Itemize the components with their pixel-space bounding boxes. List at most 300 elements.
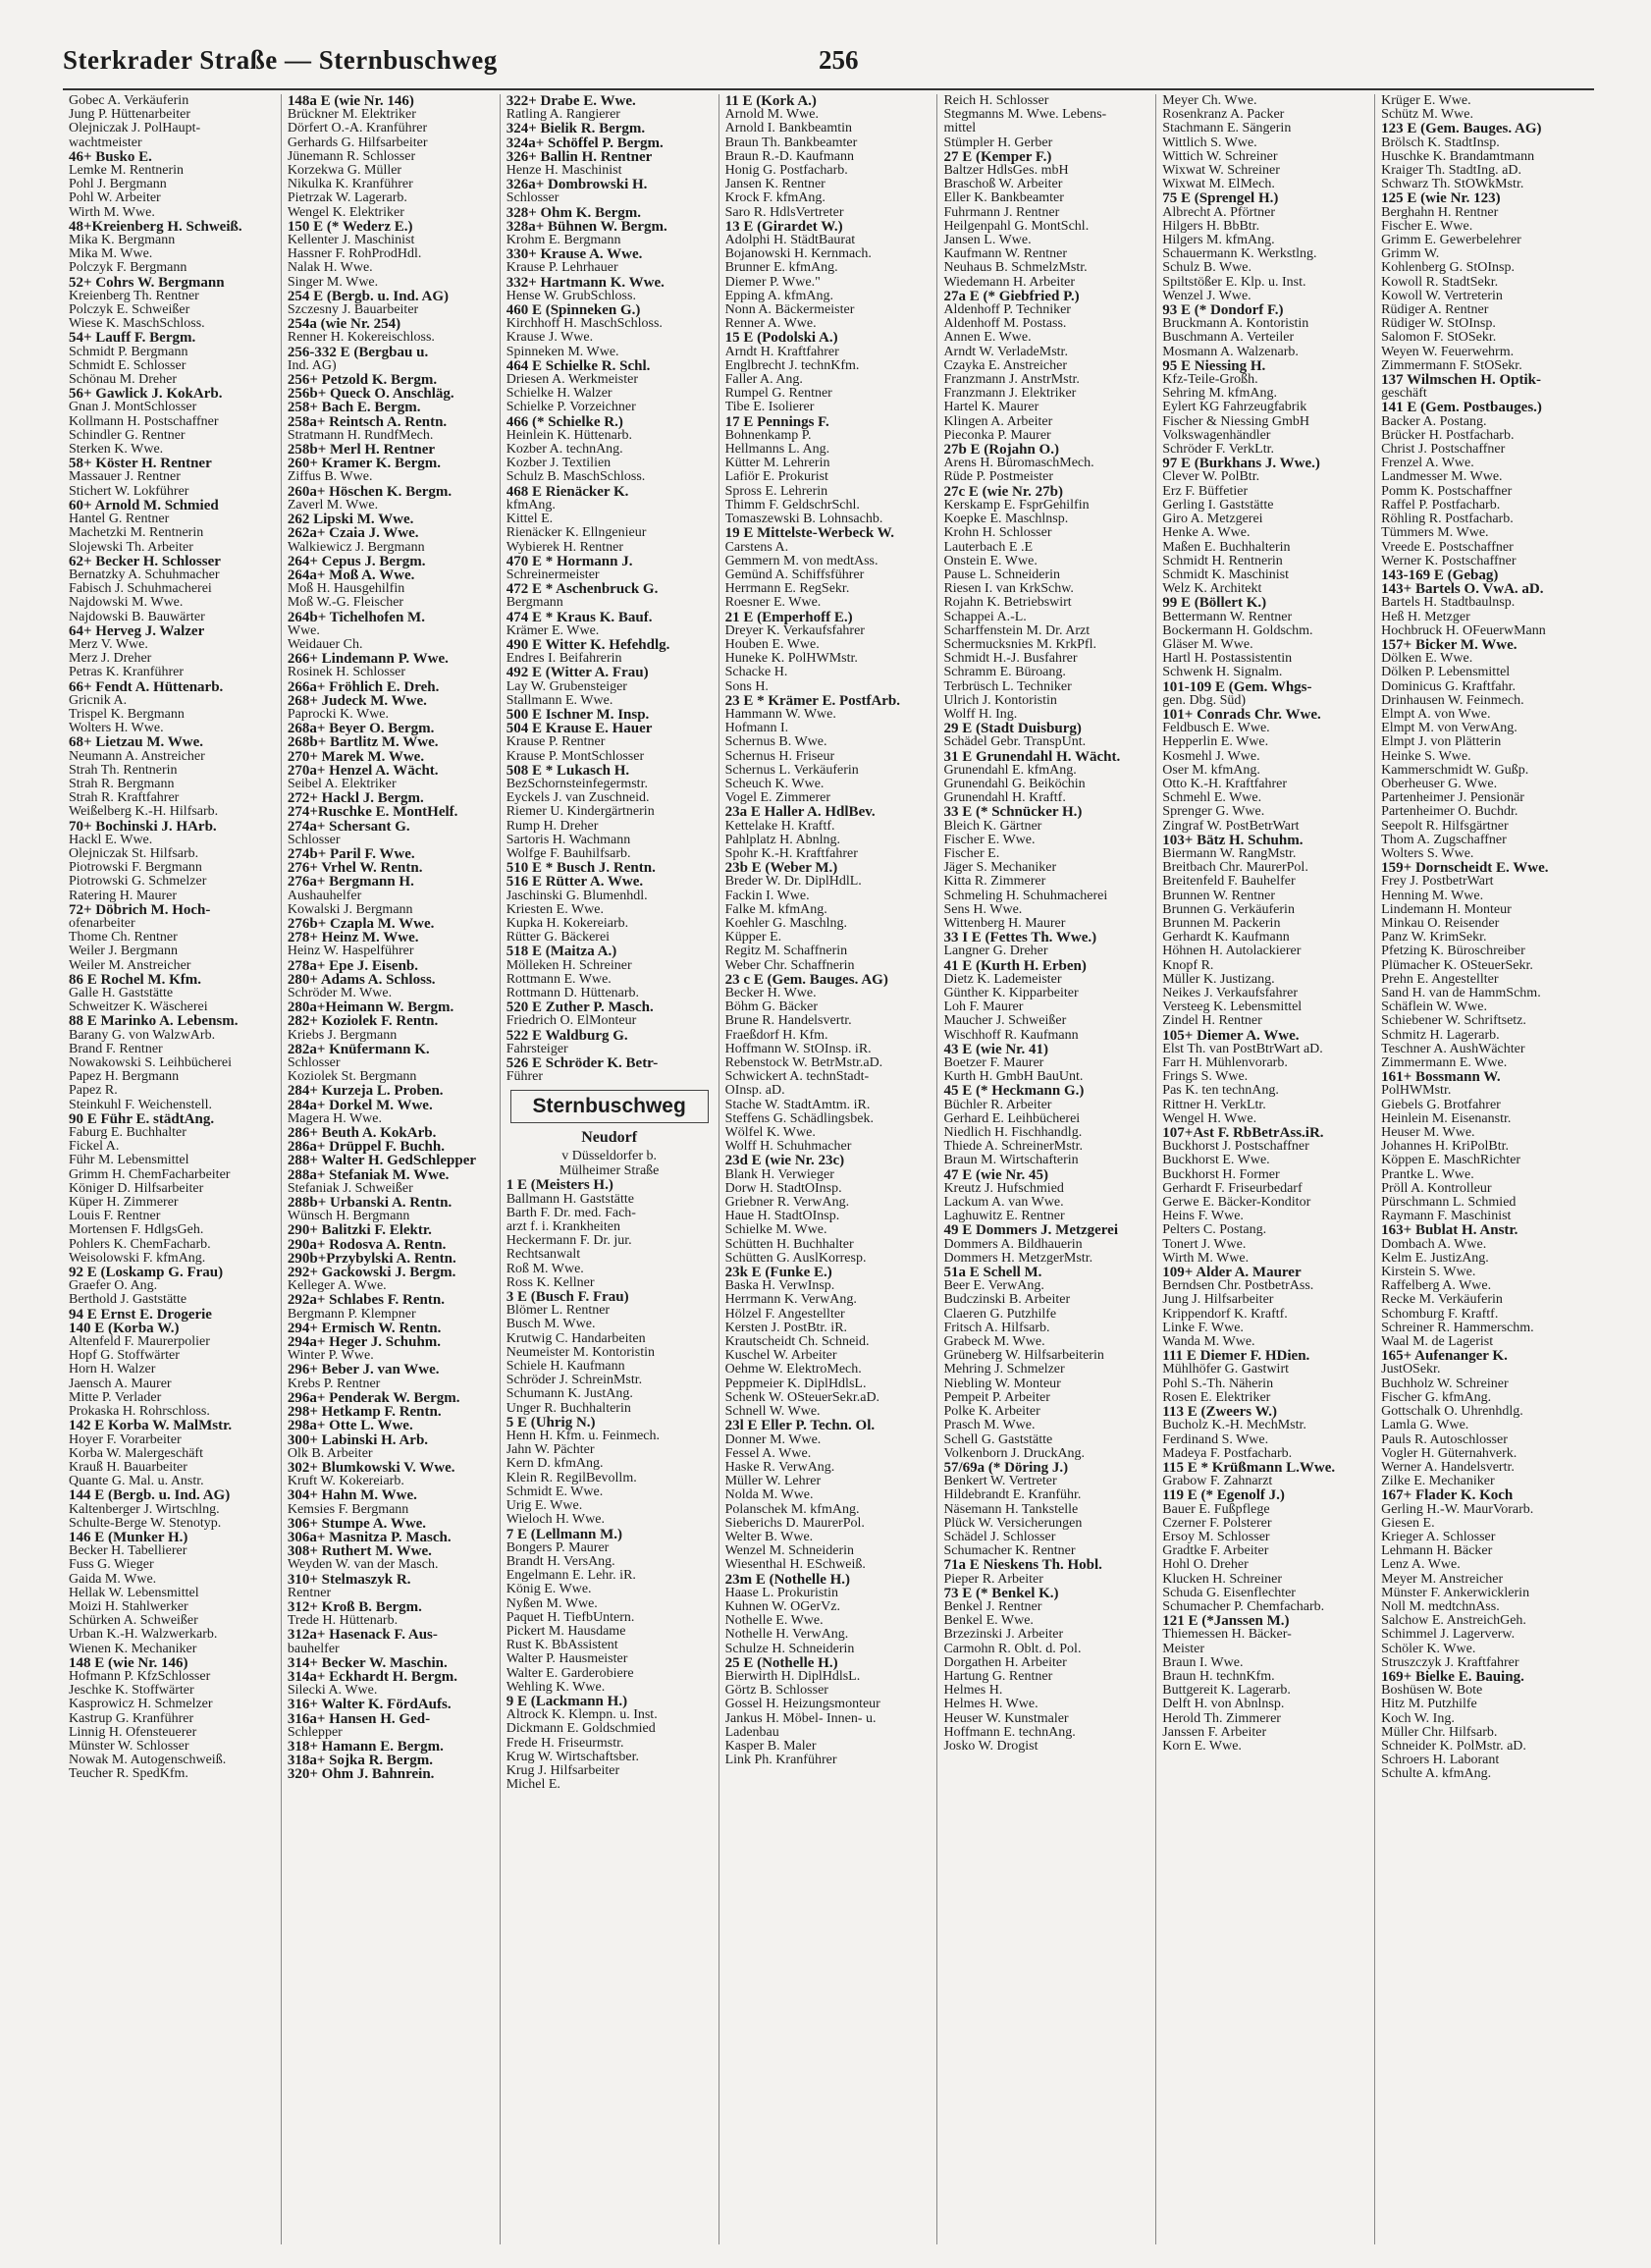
directory-entry: Braun R.-D. Kaufmann bbox=[724, 149, 854, 164]
directory-entry: 71a E Nieskens Th. Hobl. bbox=[943, 1558, 1102, 1573]
directory-entry: Schneider K. PolMstr. aD. bbox=[1381, 1739, 1526, 1754]
directory-entry: Endres I. Beifahrerin bbox=[506, 652, 622, 667]
directory-entry: Hartl H. Postassistentin bbox=[1162, 652, 1293, 667]
directory-entry: Kettelake H. Kraftf. bbox=[724, 819, 835, 834]
directory-entry: Rojahn K. Betriebswirt bbox=[943, 596, 1072, 611]
directory-entry: Moß H. Hausgehilfin bbox=[287, 582, 405, 597]
directory-entry: 142 E Korba W. MalMstr. bbox=[69, 1419, 233, 1433]
directory-entry: 70+ Bochinski J. HArb. bbox=[69, 819, 217, 834]
directory-entry: Ulrich J. Kontoristin bbox=[943, 693, 1057, 708]
directory-entry: Welter B. Wwe. bbox=[724, 1530, 814, 1544]
directory-entry: Stache W. StadtAmtm. iR. bbox=[724, 1098, 871, 1112]
directory-entry: Schulze H. Schneiderin bbox=[724, 1642, 855, 1656]
directory-entry: Maucher J. Schweißer bbox=[943, 1014, 1067, 1029]
directory-entry: Schreinermeister bbox=[506, 567, 600, 582]
directory-entry: 121 E (*Janssen M.) bbox=[1162, 1614, 1290, 1629]
directory-entry: 284a+ Dorkel M. Wwe. bbox=[287, 1098, 433, 1112]
directory-entry: 280a+Heimann W. Bergm. bbox=[287, 1000, 454, 1015]
directory-entry: Schweitzer K. Wäscherei bbox=[69, 1000, 208, 1015]
directory-entry: 264+ Cepus J. Bergm. bbox=[287, 554, 426, 568]
directory-entry: Olejniczak J. PolHaupt- bbox=[69, 122, 201, 136]
directory-entry: 468 E Rienäcker K. bbox=[506, 484, 629, 499]
directory-entry: 258+ Bach E. Bergm. bbox=[287, 401, 421, 415]
directory-entry: Berghahn H. Rentner bbox=[1381, 205, 1499, 220]
directory-entry: Grimm E. Gewerbelehrer bbox=[1381, 234, 1521, 248]
directory-entry: Scheuch K. Wwe. bbox=[724, 777, 825, 791]
directory-entry: Kowoll W. Vertreterin bbox=[1381, 289, 1503, 303]
directory-entry: Prasch M. Wwe. bbox=[943, 1419, 1036, 1433]
directory-entry: 312+ Kroß B. Bergm. bbox=[287, 1599, 422, 1615]
directory-columns bbox=[63, 94, 1594, 2244]
directory-entry: 88 E Marinko A. Lebensm. bbox=[69, 1014, 239, 1029]
directory-entry: Ballmann H. Gaststätte bbox=[506, 1192, 634, 1207]
directory-entry: Franzmann J. Elektriker bbox=[943, 387, 1077, 402]
directory-entry: 274b+ Paril F. Wwe. bbox=[287, 846, 415, 862]
directory-entry: Kowalski J. Bergmann bbox=[287, 902, 413, 917]
directory-entry: mittel bbox=[943, 122, 977, 136]
directory-entry: Schwenk H. Signalm. bbox=[1162, 666, 1283, 680]
directory-entry: 292+ Gackowski J. Bergm. bbox=[287, 1266, 456, 1280]
directory-entry: Krug J. Hilfsarbeiter bbox=[506, 1763, 620, 1778]
directory-entry: Fahrsteiger bbox=[506, 1042, 568, 1056]
directory-entry: Helmes H. bbox=[943, 1684, 1003, 1699]
directory-entry: Recke M. Verkäuferin bbox=[1381, 1293, 1503, 1308]
directory-entry: Meister bbox=[1162, 1642, 1205, 1656]
directory-entry: Carmohn R. Oblt. d. Pol. bbox=[943, 1642, 1082, 1656]
directory-entry: Barth F. Dr. med. Fach- bbox=[506, 1206, 636, 1220]
directory-entry: Gossel H. Heizungsmonteur bbox=[724, 1698, 880, 1712]
directory-entry: Wienen K. Mechaniker bbox=[69, 1642, 197, 1656]
directory-entry: Heuser M. Wwe. bbox=[1381, 1126, 1475, 1141]
directory-entry: Dommers A. Bildhauerin bbox=[943, 1237, 1083, 1252]
directory-entry: 45 E (* Heckmann G.) bbox=[943, 1084, 1085, 1099]
directory-entry: 266a+ Fröhlich E. Dreh. bbox=[287, 679, 440, 694]
directory-entry: 324+ Bielik R. Bergm. bbox=[506, 122, 646, 136]
directory-entry: Königer D. Hilfsarbeiter bbox=[69, 1181, 204, 1196]
directory-entry: Kaltenberger J. Wirtschlng. bbox=[69, 1502, 220, 1517]
directory-entry: Panz W. KrimSekr. bbox=[1381, 931, 1487, 945]
directory-entry: Schramm E. Büroang. bbox=[943, 666, 1066, 680]
directory-entry: 312a+ Hasenack F. Aus- bbox=[287, 1628, 438, 1643]
directory-entry: Bockermann H. Goldschm. bbox=[1162, 623, 1313, 638]
directory-entry: Wischhoff R. Kaufmann bbox=[943, 1028, 1079, 1043]
directory-entry: Spiltstößer E. Klp. u. Inst. bbox=[1162, 275, 1306, 290]
directory-entry: Sieberichs D. MaurerPol. bbox=[724, 1516, 865, 1531]
directory-entry: Budczinski B. Arbeiter bbox=[943, 1293, 1071, 1308]
directory-entry: Hammann W. Wwe. bbox=[724, 707, 836, 722]
directory-entry: Kerskamp E. FsprGehilfin bbox=[943, 498, 1090, 513]
directory-entry: Schenk W. OSteuerSekr.aD. bbox=[724, 1390, 880, 1405]
directory-entry: Hofmann I. bbox=[724, 722, 789, 736]
directory-entry: 140 E (Korba W.) bbox=[69, 1321, 180, 1336]
directory-entry: Volkswagenhändler bbox=[1162, 428, 1271, 443]
directory-entry: Reich H. Schlosser bbox=[943, 94, 1049, 108]
directory-entry: Linke F. Wwe. bbox=[1162, 1321, 1244, 1335]
directory-entry: Schädel J. Schlosser bbox=[943, 1530, 1056, 1544]
column-6 bbox=[1156, 94, 1375, 2244]
directory-entry: Ladenbau bbox=[724, 1725, 779, 1740]
directory-entry: Gerling H.-W. MaurVorarb. bbox=[1381, 1502, 1534, 1517]
directory-entry: Eylert KG Fahrzeugfabrik bbox=[1162, 401, 1307, 415]
directory-entry: Louis F. Rentner bbox=[69, 1210, 161, 1224]
directory-entry: Paprocki K. Wwe. bbox=[287, 707, 390, 722]
directory-entry: Küper H. Zimmerer bbox=[69, 1196, 179, 1211]
directory-entry: Rosenkranz A. Packer bbox=[1162, 108, 1285, 123]
directory-entry: Gerhardt F. Friseurbedarf bbox=[1162, 1181, 1303, 1196]
directory-entry: Rechtsanwalt bbox=[506, 1248, 581, 1263]
directory-entry: Schäflein W. Wwe. bbox=[1381, 1000, 1487, 1015]
directory-entry: Günther K. Kipparbeiter bbox=[943, 987, 1079, 1000]
directory-entry: 21 E (Emperhoff E.) bbox=[724, 610, 853, 624]
directory-entry: 27a E (* Giebfried P.) bbox=[943, 289, 1080, 304]
directory-entry: Thome Ch. Rentner bbox=[69, 931, 178, 945]
directory-entry: Dommers H. MetzgerMstr. bbox=[943, 1251, 1093, 1266]
directory-entry: Hopf G. Stoffwärter bbox=[69, 1349, 180, 1364]
directory-entry: 326+ Ballin H. Rentner bbox=[506, 149, 653, 165]
directory-entry: Grimm H. ChemFacharbeiter bbox=[69, 1167, 231, 1182]
directory-entry: Bergmann bbox=[506, 596, 563, 611]
directory-entry: Ersoy M. Schlosser bbox=[1162, 1530, 1270, 1544]
directory-entry: Prantke L. Wwe. bbox=[1381, 1167, 1474, 1182]
directory-entry: Pauls R. Autoschlosser bbox=[1381, 1432, 1508, 1447]
directory-entry: Schreiner R. Hammerschm. bbox=[1381, 1321, 1534, 1335]
directory-entry: Polczyk E. Schweißer bbox=[69, 303, 190, 318]
directory-entry: 518 E (Maitza A.) bbox=[506, 945, 617, 959]
directory-entry: Pomm K. Postschaffner bbox=[1381, 484, 1513, 499]
directory-entry: Niebling W. Monteur bbox=[943, 1377, 1061, 1391]
directory-entry: Bohnenkamp P. bbox=[724, 428, 812, 443]
directory-entry: 266+ Lindemann P. Wwe. bbox=[287, 652, 449, 667]
directory-entry: Gerling I. Gaststätte bbox=[1162, 498, 1274, 513]
directory-entry: Dickmann E. Goldschmied bbox=[506, 1722, 656, 1737]
directory-entry: 256+ Petzold K. Bergm. bbox=[287, 373, 438, 388]
directory-entry: Schlosser bbox=[287, 1056, 341, 1071]
directory-entry: Jansen L. Wwe. bbox=[943, 234, 1032, 248]
directory-entry: Wybierek H. Rentner bbox=[506, 540, 623, 555]
directory-entry: 330+ Krause A. Wwe. bbox=[506, 247, 643, 262]
directory-entry: Küpper E. bbox=[724, 931, 782, 945]
directory-entry: 163+ Bublat H. Anstr. bbox=[1381, 1223, 1518, 1238]
directory-entry: Mühlhöfer G. Gastwirt bbox=[1162, 1363, 1289, 1377]
directory-entry: Schlepper bbox=[287, 1725, 343, 1740]
directory-entry: bauhelfer bbox=[287, 1642, 340, 1656]
directory-entry: 43 E (wie Nr. 41) bbox=[943, 1042, 1048, 1057]
directory-entry: Werner K. Postschaffner bbox=[1381, 554, 1517, 568]
directory-entry: Schmidt H.-J. Busfahrer bbox=[943, 652, 1078, 667]
directory-entry: 504 E Krause E. Hauer bbox=[506, 722, 653, 736]
directory-entry: Altrock K. Klempn. u. Inst. bbox=[506, 1708, 658, 1723]
directory-entry: Becker H. Tabellierer bbox=[69, 1544, 187, 1559]
directory-entry: 490 E Witter K. Hefehdlg. bbox=[506, 637, 670, 653]
directory-entry: 27c E (wie Nr. 27b) bbox=[943, 484, 1063, 499]
directory-entry: Schumann K. JustAng. bbox=[506, 1387, 633, 1402]
directory-entry: Wengel K. Elektriker bbox=[287, 205, 404, 220]
directory-entry: Jung P. Hüttenarbeiter bbox=[69, 108, 191, 123]
directory-entry: Büchler R. Arbeiter bbox=[943, 1098, 1052, 1112]
directory-entry: Heinz W. Haspelführer bbox=[287, 945, 414, 959]
directory-entry: Rütter G. Bäckerei bbox=[506, 931, 611, 945]
directory-entry: Polczyk F. Bergmann bbox=[69, 261, 187, 276]
directory-entry: Annen E. Wwe. bbox=[943, 331, 1032, 346]
directory-entry: 23k E (Funke E.) bbox=[724, 1266, 832, 1280]
directory-entry: Buckhorst E. Wwe. bbox=[1162, 1154, 1270, 1168]
directory-entry: Müller K. Justizang. bbox=[1162, 972, 1275, 987]
directory-entry: Backer A. Postang. bbox=[1381, 414, 1487, 429]
directory-entry: 113 E (Zweers W.) bbox=[1162, 1405, 1277, 1420]
directory-entry: Oser M. kfmAng. bbox=[1162, 763, 1260, 778]
directory-entry: Kreutz J. Hufschmied bbox=[943, 1181, 1064, 1196]
directory-entry: Fischer & Niessing GmbH bbox=[1162, 414, 1310, 429]
directory-entry: Jahn W. Pächter bbox=[506, 1443, 595, 1458]
directory-entry: Christ J. Postschaffner bbox=[1381, 443, 1506, 458]
directory-entry: Lemke M. Rentnerin bbox=[69, 164, 185, 179]
directory-entry: Henning M. Wwe. bbox=[1381, 889, 1484, 903]
directory-entry: 264a+ Moß A. Wwe. bbox=[287, 567, 415, 583]
directory-entry: Pfetzing K. Büroschreiber bbox=[1381, 945, 1525, 959]
directory-entry: Schumacher P. Chemfacharb. bbox=[1162, 1599, 1325, 1614]
directory-entry: Kasprowicz H. Schmelzer bbox=[69, 1698, 213, 1712]
directory-entry: Seepolt R. Hilfsgärtner bbox=[1381, 819, 1509, 834]
directory-entry: Wolters S. Wwe. bbox=[1381, 846, 1474, 861]
directory-entry: Gläser M. Wwe. bbox=[1162, 637, 1253, 652]
directory-entry: Rebenstock W. BetrMstr.aD. bbox=[724, 1056, 883, 1071]
directory-entry: Schimmel J. Lagerverw. bbox=[1381, 1628, 1516, 1643]
directory-entry: Minkau O. Reisender bbox=[1381, 916, 1500, 931]
directory-entry: Schlosser bbox=[287, 833, 341, 847]
directory-entry: Nonn A. Bäckermeister bbox=[724, 303, 855, 318]
directory-entry: Thiemessen H. Bäcker- bbox=[1162, 1628, 1292, 1643]
directory-entry: Baltzer HdlsGes. mbH bbox=[943, 164, 1069, 179]
directory-entry: Vogel E. Zimmerer bbox=[724, 791, 831, 806]
directory-entry: Piotrowski G. Schmelzer bbox=[69, 875, 207, 890]
subsection-title: Neudorf bbox=[581, 1129, 638, 1147]
directory-entry: 58+ Köster H. Rentner bbox=[69, 457, 212, 471]
directory-entry: 92 E (Loskamp G. Frau) bbox=[69, 1266, 224, 1280]
intro-line: Mülheimer Straße bbox=[559, 1163, 660, 1179]
directory-entry: Kelleger A. Wwe. bbox=[287, 1279, 387, 1294]
directory-entry: Wirth M. Wwe. bbox=[69, 205, 155, 220]
directory-entry: Gerhard E. Leihbücherei bbox=[943, 1111, 1081, 1126]
directory-entry: Petras K. Kranführer bbox=[69, 666, 185, 680]
directory-entry: Weidauer Ch. bbox=[287, 637, 363, 652]
directory-entry: Weber Chr. Schaffnerin bbox=[724, 958, 855, 973]
directory-entry: Stümpler H. Gerber bbox=[943, 135, 1053, 150]
directory-entry: 328+ Ohm K. Bergm. bbox=[506, 205, 642, 220]
directory-entry: Trispel K. Bergmann bbox=[69, 707, 185, 722]
directory-entry: Tümmers M. Wwe. bbox=[1381, 526, 1489, 541]
directory-entry: Weißelberg K.-H. Hilfsarb. bbox=[69, 805, 219, 820]
directory-entry: Mika K. Bergmann bbox=[69, 234, 176, 248]
directory-entry: Arndt W. VerladeMstr. bbox=[943, 345, 1068, 359]
directory-entry: Loh F. Maurer bbox=[943, 1000, 1024, 1015]
directory-entry: Lafiör E. Prokurist bbox=[724, 470, 828, 485]
directory-entry: Brölsch K. StadtInsp. bbox=[1381, 135, 1500, 150]
directory-entry: Wixwat W. Schreiner bbox=[1162, 164, 1280, 179]
directory-entry: 260+ Kramer K. Bergm. bbox=[287, 457, 442, 471]
directory-entry: Hoyer F. Vorarbeiter bbox=[69, 1432, 182, 1447]
directory-entry: 23b E (Weber M.) bbox=[724, 861, 838, 876]
directory-entry: Pause L. Schneiderin bbox=[943, 567, 1061, 582]
directory-entry: Schmidt E. Schlosser bbox=[69, 358, 186, 373]
directory-entry: 326a+ Dombrowski H. bbox=[506, 178, 648, 192]
directory-entry: Driesen A. Werkmeister bbox=[506, 373, 639, 388]
directory-entry: Sartoris H. Wachmann bbox=[506, 833, 631, 847]
directory-entry: Jaschinski G. Blumenhdl. bbox=[506, 889, 648, 903]
directory-entry: Münster F. Ankerwicklerin bbox=[1381, 1586, 1530, 1600]
directory-entry: Noll M. medtchnAss. bbox=[1381, 1599, 1500, 1614]
directory-entry: Stichert W. Lokführer bbox=[69, 484, 189, 499]
directory-entry: 94 E Ernst E. Drogerie bbox=[69, 1307, 212, 1322]
directory-entry: Polanschek M. kfmAng. bbox=[724, 1502, 860, 1517]
directory-entry: Raffelberg A. Wwe. bbox=[1381, 1279, 1492, 1294]
directory-entry: 270a+ Henzel A. Wächt. bbox=[287, 763, 439, 778]
directory-entry: 13 E (Girardet W.) bbox=[724, 219, 843, 235]
directory-entry: Olk B. Arbeiter bbox=[287, 1446, 373, 1461]
directory-entry: Wixwat M. ElMech. bbox=[1162, 178, 1275, 192]
directory-entry: 282+ Koziolek F. Rentn. bbox=[287, 1014, 439, 1029]
directory-entry: 51a E Schell M. bbox=[943, 1266, 1042, 1280]
directory-entry: Zilke E. Mechaniker bbox=[1381, 1475, 1495, 1489]
directory-entry: Dölken E. Wwe. bbox=[1381, 652, 1473, 667]
directory-entry: Mehring J. Schmelzer bbox=[943, 1363, 1065, 1377]
directory-entry: 300+ Labinski H. Arb. bbox=[287, 1432, 429, 1447]
directory-entry: Grüneberg W. Hilfsarbeiterin bbox=[943, 1349, 1104, 1364]
directory-entry: Kozber A. technAng. bbox=[506, 443, 623, 458]
directory-entry: Schröder M. Wwe. bbox=[287, 987, 393, 1000]
directory-entry: Walkiewicz J. Bergmann bbox=[287, 540, 425, 555]
directory-entry: Urig E. Wwe. bbox=[506, 1499, 583, 1514]
directory-entry: arzt f. i. Krankheiten bbox=[506, 1220, 620, 1235]
directory-entry: Wanda M. Wwe. bbox=[1162, 1335, 1255, 1350]
directory-entry: Mitte P. Verlader bbox=[69, 1390, 162, 1405]
directory-entry: Dorw H. StadtOInsp. bbox=[724, 1181, 842, 1196]
directory-entry: Wiedemann H. Arbeiter bbox=[943, 275, 1075, 290]
directory-entry: Wengel H. Wwe. bbox=[1162, 1111, 1257, 1126]
directory-entry: Buckhorst H. Former bbox=[1162, 1167, 1280, 1182]
directory-entry: 95 E Niessing H. bbox=[1162, 358, 1266, 374]
column-1 bbox=[63, 94, 282, 2244]
directory-entry: 286+ Beuth A. KokArb. bbox=[287, 1126, 437, 1141]
directory-entry: 520 E Zuther P. Masch. bbox=[506, 1000, 654, 1015]
directory-entry: Schiele H. Kaufmann bbox=[506, 1360, 625, 1375]
directory-entry: Haske R. VerwAng. bbox=[724, 1460, 835, 1475]
directory-entry: Meyer M. Anstreicher bbox=[1381, 1572, 1504, 1587]
directory-entry: Sons H. bbox=[724, 679, 769, 694]
directory-entry: 314a+ Eckhardt H. Bergm. bbox=[287, 1669, 457, 1685]
directory-entry: Wwe. bbox=[287, 623, 320, 638]
directory-entry: Bartels H. Stadtbaulnsp. bbox=[1381, 596, 1516, 611]
directory-entry: Huschke K. Brandamtmann bbox=[1381, 149, 1535, 164]
directory-entry: Schroers H. Laborant bbox=[1381, 1754, 1500, 1768]
directory-entry: Münster W. Schlosser bbox=[69, 1739, 189, 1754]
directory-entry: 31 E Grunendahl H. Wächt. bbox=[943, 749, 1121, 764]
directory-entry: 29 E (Stadt Duisburg) bbox=[943, 722, 1082, 736]
directory-entry: Plück W. Versicherungen bbox=[943, 1516, 1083, 1531]
directory-entry: Pempeit P. Arbeiter bbox=[943, 1390, 1050, 1405]
directory-entry: Grabeck M. Wwe. bbox=[943, 1335, 1045, 1350]
directory-entry: 290b+Przybylski A. Rentn. bbox=[287, 1251, 456, 1267]
directory-entry: Bernatzky A. Schuhmacher bbox=[69, 567, 220, 582]
directory-entry: 56+ Gawlick J. KokArb. bbox=[69, 387, 223, 402]
directory-entry: Knopf R. bbox=[1162, 958, 1214, 973]
directory-entry: ofenarbeiter bbox=[69, 916, 135, 931]
directory-entry: 115 E * Krüßmann L.Wwe. bbox=[1162, 1460, 1336, 1476]
directory-entry: Müller W. Lehrer bbox=[724, 1475, 822, 1489]
directory-entry: Struszczyk J. Kraftfahrer bbox=[1381, 1655, 1519, 1670]
directory-entry: 143-169 E (Gebag) bbox=[1381, 567, 1499, 583]
directory-entry: 288b+ Urbanski A. Rentn. bbox=[287, 1196, 453, 1211]
directory-entry: 169+ Bielke E. Bauing. bbox=[1381, 1669, 1524, 1685]
directory-entry: Hölzel F. Angestellter bbox=[724, 1307, 845, 1322]
directory-entry: Mölleken H. Schreiner bbox=[506, 958, 632, 973]
directory-entry: 258a+ Reintsch A. Rentn. bbox=[287, 414, 448, 429]
directory-entry: Tomaszewski B. Lohnsachb. bbox=[724, 513, 883, 527]
directory-entry: Zimmermann F. StOSekr. bbox=[1381, 358, 1522, 373]
directory-entry: Pürschmann L. Schmied bbox=[1381, 1196, 1517, 1211]
directory-entry: Hilgers M. kfmAng. bbox=[1162, 234, 1275, 248]
directory-entry: wachtmeister bbox=[69, 135, 142, 150]
directory-entry: Weiler M. Anstreicher bbox=[69, 958, 191, 973]
directory-entry: Ziffus B. Wwe. bbox=[287, 470, 373, 485]
directory-entry: 60+ Arnold M. Schmied bbox=[69, 498, 219, 513]
directory-entry: Kitta R. Zimmerer bbox=[943, 875, 1046, 890]
directory-entry: Krippendorf K. Kraftf. bbox=[1162, 1307, 1288, 1322]
directory-entry: 19 E Mittelste-Werbeck W. bbox=[724, 526, 895, 541]
directory-entry: Terbrüsch L. Techniker bbox=[943, 679, 1072, 694]
directory-entry: 150 E (* Wederz E.) bbox=[287, 219, 413, 235]
page-header bbox=[63, 41, 1594, 90]
directory-entry: 264b+ Tichelhofen M. bbox=[287, 610, 425, 624]
intro-line: v Düsseldorfer b. bbox=[561, 1149, 658, 1164]
directory-entry: Hellmanns L. Ang. bbox=[724, 443, 830, 458]
directory-entry: Carstens A. bbox=[724, 540, 789, 555]
directory-entry: Heß H. Metzger bbox=[1381, 610, 1470, 624]
directory-entry: Pröll A. Kontrolleur bbox=[1381, 1181, 1492, 1196]
directory-entry: Buschmann A. Verteiler bbox=[1162, 331, 1295, 346]
directory-entry: Böhm G. Bäcker bbox=[724, 1000, 819, 1015]
directory-entry: 472 E * Aschenbruck G. bbox=[506, 582, 659, 597]
directory-entry: Langner G. Dreher bbox=[943, 945, 1048, 959]
directory-entry: Elst Th. van PostBtrWart aD. bbox=[1162, 1042, 1323, 1056]
directory-entry: 148a E (wie Nr. 146) bbox=[287, 94, 414, 109]
column-7 bbox=[1375, 94, 1594, 2244]
directory-entry: Horn H. Walzer bbox=[69, 1363, 156, 1377]
directory-entry: 90 E Führ E. städtAng. bbox=[69, 1111, 215, 1127]
directory-entry: Frede H. Friseurmstr. bbox=[506, 1736, 624, 1751]
directory-entry: 274a+ Schersant G. bbox=[287, 819, 410, 834]
directory-entry: Buttgereit K. Lagerarb. bbox=[1162, 1684, 1291, 1699]
directory-entry: 105+ Diemer A. Wwe. bbox=[1162, 1028, 1300, 1043]
directory-entry: Prokaska H. Rohrschloss. bbox=[69, 1405, 210, 1420]
directory-entry: Koch W. Ing. bbox=[1381, 1711, 1455, 1726]
directory-entry: Michel E. bbox=[506, 1778, 560, 1793]
directory-entry: Wiesenthal H. ESchweiß. bbox=[724, 1558, 866, 1573]
directory-entry: BezSchornsteinfegermstr. bbox=[506, 777, 648, 791]
directory-entry: 470 E * Hormann J. bbox=[506, 554, 633, 568]
directory-entry: Dominicus G. Kraftfahr. bbox=[1381, 679, 1517, 694]
directory-entry: Faburg E. Buchhalter bbox=[69, 1126, 186, 1141]
directory-entry: Spross E. Lehrerin bbox=[724, 484, 828, 499]
directory-entry: Sens H. Wwe. bbox=[943, 902, 1023, 917]
directory-entry: Hitz M. Putzhilfe bbox=[1381, 1698, 1477, 1712]
directory-entry: 278a+ Epe J. Eisenb. bbox=[287, 958, 419, 973]
directory-entry: Wünsch H. Bergmann bbox=[287, 1210, 410, 1224]
directory-entry: Griebner R. VerwAng. bbox=[724, 1196, 850, 1211]
directory-entry: Hoffmann W. StOInsp. iR. bbox=[724, 1042, 872, 1056]
directory-entry: Rottmann D. Hüttenarb. bbox=[506, 987, 640, 1000]
directory-entry: Schröder J. SchreinMstr. bbox=[506, 1374, 643, 1388]
directory-entry: Schell G. Gaststätte bbox=[943, 1432, 1053, 1447]
